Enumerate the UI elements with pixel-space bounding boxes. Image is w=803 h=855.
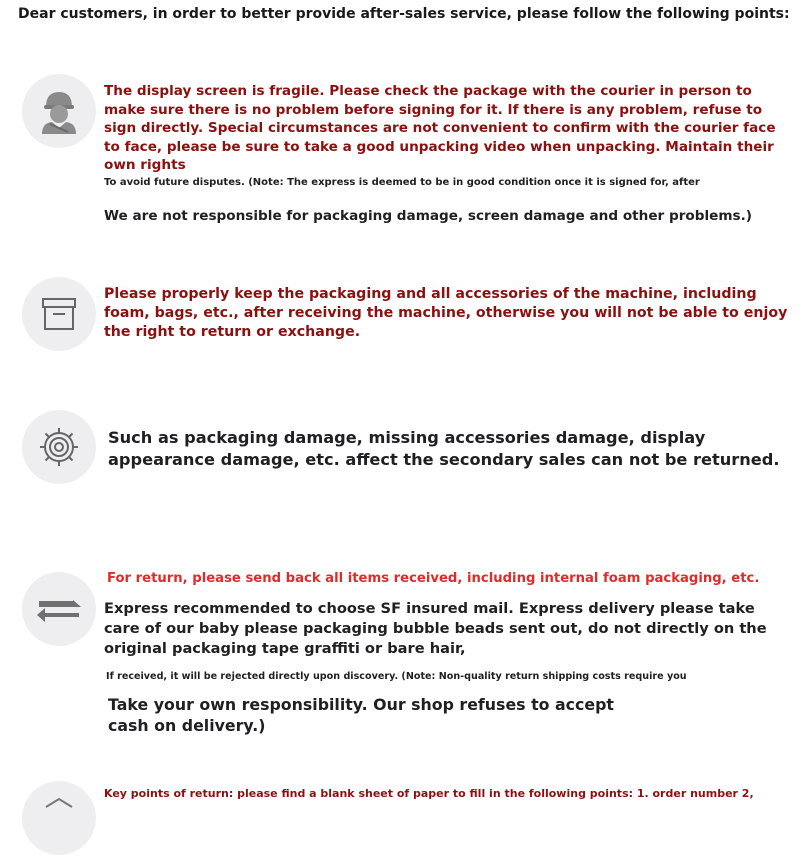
- section2-text: Please properly keep the packaging and all accessories of the machine, including foam, bags, etc., after receiving the machine, otherwise you will not be able to enjoy the right to return or exchange.: [104, 286, 788, 340]
- swap-arrows-icon: [22, 572, 96, 646]
- document-icon: [22, 781, 96, 855]
- box-icon: [22, 277, 96, 351]
- section4-closing: Take your own responsibility. Our shop refuses to accept cash on delivery.): [108, 695, 614, 735]
- section1-main-text: The display screen is fragile. Please check the package with the courier in person to make sure there is no problem before signing for it. If there is any problem, refuse to sign directly. Special circumstances are not convenient to confirm with the courier face to face, please be sure to take a good unpacking video when unpacking. Maintain their own rights: [104, 83, 776, 173]
- section5-text: Key points of return: please find a blank sheet of paper to fill in the following points: 1. order number 2,: [104, 787, 754, 800]
- section4-headline: For return, please send back all items received, including internal foam packaging, etc.: [107, 571, 760, 586]
- section3-text: Such as packaging damage, missing accessories damage, display appearance damage, etc. affect the secondary sales can not be returned.: [108, 428, 780, 469]
- courier-person-icon: [22, 74, 96, 148]
- gear-icon: [22, 410, 96, 484]
- section1-note: To avoid future disputes. (Note: The express is deemed to be in good condition once it is signed for, after: [104, 177, 700, 188]
- section4-body: Express recommended to choose SF insured mail. Express delivery please take care of our baby please packaging bubble beads sent out, do not directly on the original packaging tape graffiti or bare hair,: [104, 600, 767, 657]
- section4-note: If received, it will be rejected directly upon discovery. (Note: Non-quality return shipping costs require you: [106, 671, 687, 682]
- intro-heading: Dear customers, in order to better provide after-sales service, please follow the following points:: [18, 6, 790, 22]
- section1-disclaimer: We are not responsible for packaging damage, screen damage and other problems.): [104, 208, 753, 224]
